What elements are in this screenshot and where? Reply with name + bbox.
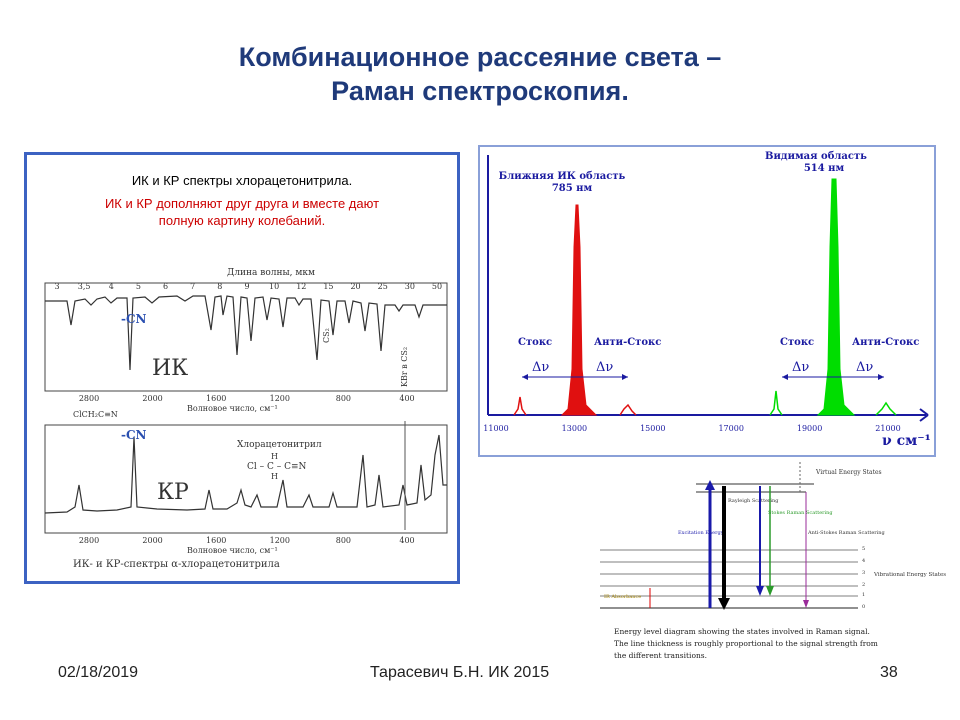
vis-antistokes-label: Анти-Стокс <box>852 337 920 348</box>
vis-stokes-label: Стокс <box>780 337 815 348</box>
x-axis-unit: ν см⁻¹ <box>882 433 931 449</box>
spectra-caption: ИК и КР спектры хлорацетонитрила. <box>131 173 353 188</box>
energy-caption-line1: Energy level diagram showing the states involved in Raman signal. <box>614 627 870 636</box>
raman-laser-panel <box>478 145 936 457</box>
vib-level-number: 2 <box>862 582 866 588</box>
structure-line1: H <box>271 452 278 461</box>
complement-caption-line1: ИК и КР дополняют друг друга и вместе дают <box>104 196 380 211</box>
top-axis-tick: 3 <box>54 282 60 291</box>
nir-antistokes-peak <box>620 405 636 415</box>
x-tick: 21000 <box>875 424 901 433</box>
top-axis-tick: 12 <box>296 282 307 291</box>
wavenumber-tick: 2000 <box>142 536 163 545</box>
slide-title-line1: Комбинационное рассеяние света – <box>238 42 722 72</box>
top-axis-label: Длина волны, мкм <box>227 268 315 278</box>
structure-line2: Cl – C – C≡N <box>247 462 307 472</box>
excitation-label: Excitation Energy <box>678 530 724 536</box>
vis-title-line1: Видимая область <box>765 151 867 162</box>
cn-label-ir: -CN <box>121 312 147 326</box>
virtual-states-label: Virtual Energy States <box>816 469 882 476</box>
vib-level-numbers <box>862 546 865 610</box>
wavenumber-tick: 1200 <box>269 536 290 545</box>
vib-level-number: 0 <box>862 604 866 610</box>
top-axis-tick: 4 <box>108 282 114 291</box>
ir-wavenumber-label: Волновое число, см⁻¹ <box>187 404 278 413</box>
wavenumber-tick: 2800 <box>78 536 100 545</box>
slide-title <box>120 40 840 108</box>
vis-antistokes-peak <box>876 403 896 415</box>
vis-dnu-right: Δν <box>856 360 874 375</box>
wavenumber-tick: 1600 <box>206 394 227 403</box>
top-axis-tick: 50 <box>431 282 443 291</box>
wavenumber-tick: 2000 <box>142 394 163 403</box>
cs2-label: CS₂ <box>322 328 331 343</box>
x-tick: 11000 <box>483 424 509 433</box>
x-axis-ticks <box>483 424 900 433</box>
top-axis-tick: 6 <box>163 282 169 291</box>
antistokes-arrowhead <box>803 600 809 608</box>
top-axis-tick: 8 <box>217 282 223 291</box>
compound-name: Хлорацетонитрил <box>237 440 322 450</box>
wavenumber-tick: 800 <box>335 394 352 403</box>
x-tick: 19000 <box>796 424 823 433</box>
cn-label-raman: -CN <box>121 428 147 442</box>
x-tick: 17000 <box>718 424 744 433</box>
footer-page-number: 38 <box>880 664 898 681</box>
nir-dnu-right: Δν <box>596 360 614 375</box>
x-tick: 13000 <box>561 424 588 433</box>
ir-raman-spectra-panel <box>24 152 460 584</box>
wavenumber-tick: 1600 <box>206 536 227 545</box>
top-axis-tick: 9 <box>244 282 250 291</box>
raman-wavenumber-label: Волновое число, см⁻¹ <box>187 546 278 555</box>
vib-level-number: 1 <box>862 592 866 598</box>
stokes-raman-arrowhead-green <box>766 586 774 596</box>
vib-level-number: 5 <box>862 546 866 552</box>
top-axis-tick: 5 <box>135 282 141 291</box>
ir-spectrum-frame <box>45 283 447 391</box>
nir-stokes-label: Стокс <box>518 337 553 348</box>
footer-date: 02/18/2019 <box>58 664 139 681</box>
stokes-label: Stokes Raman Scattering <box>768 510 833 516</box>
spectra-scan <box>27 155 457 581</box>
vib-levels-label: Vibrational Energy States <box>874 572 947 578</box>
wavenumber-tick: 400 <box>399 394 415 403</box>
vis-dnu-left: Δν <box>792 360 810 375</box>
ir-side-label: KBr в CS₂ <box>400 346 409 387</box>
energy-level-diagram <box>600 462 947 680</box>
top-axis-tick: 15 <box>323 282 334 291</box>
nir-stokes-peak <box>514 397 526 415</box>
excitation-arrowhead <box>705 480 715 490</box>
antistokes-label: Anti-Stokes Raman Scattering <box>808 530 885 536</box>
raman-laser-chart <box>480 147 934 455</box>
wavenumber-tick: 800 <box>335 536 352 545</box>
vis-rayleigh-peak <box>818 179 854 415</box>
ir-abs-label: IR Absorbance <box>604 594 642 600</box>
nir-antistokes-label: Анти-Стокс <box>594 337 662 348</box>
top-axis-tick: 30 <box>404 282 415 291</box>
x-tick: 15000 <box>640 424 666 433</box>
raman-label: КР <box>157 480 189 505</box>
complement-caption-line2: полную картину колебаний. <box>158 213 326 228</box>
bottom-caption: ИК- и КР-спектры α-хлорацетонитрила <box>73 559 280 570</box>
top-axis-tick: 10 <box>269 282 280 291</box>
nir-title-line2: 785 нм <box>551 183 593 194</box>
ir-spectrum-trace <box>45 296 447 370</box>
wavenumber-tick: 2800 <box>78 394 100 403</box>
nir-dnu-left: Δν <box>532 360 550 375</box>
stokes-raman-arrowhead <box>756 586 764 596</box>
structure-line3: H <box>271 472 278 481</box>
slide-title-line2: Раман спектроскопия. <box>331 76 629 106</box>
vis-stokes-peak <box>770 391 782 415</box>
formula-label: ClCH₂C≡N <box>73 410 118 419</box>
top-axis-tick: 20 <box>350 282 361 291</box>
top-axis-tick: 25 <box>377 282 388 291</box>
vib-level-number: 4 <box>862 558 866 564</box>
top-axis-tick: 7 <box>190 282 196 291</box>
raman-wavenumber-ticks <box>79 536 415 545</box>
footer-author: Тарасевич Б.Н. ИК 2015 <box>370 664 550 681</box>
ir-wavenumber-ticks <box>79 394 415 403</box>
vis-title-line2: 514 нм <box>803 163 845 174</box>
nir-title-line1: Ближняя ИК область <box>498 171 626 182</box>
rayleigh-label: Rayleigh Scattering <box>728 498 779 504</box>
energy-caption-line3: the different transitions. <box>614 651 708 660</box>
vib-level-number: 3 <box>862 570 866 576</box>
wavenumber-tick: 1200 <box>269 394 290 403</box>
top-axis-tick: 3,5 <box>77 282 91 291</box>
wavenumber-tick: 400 <box>399 536 415 545</box>
energy-caption-line2: The line thickness is roughly proportional to the signal strength from <box>614 639 878 648</box>
ir-label: ИК <box>152 356 189 381</box>
nir-rayleigh-peak <box>562 205 596 415</box>
